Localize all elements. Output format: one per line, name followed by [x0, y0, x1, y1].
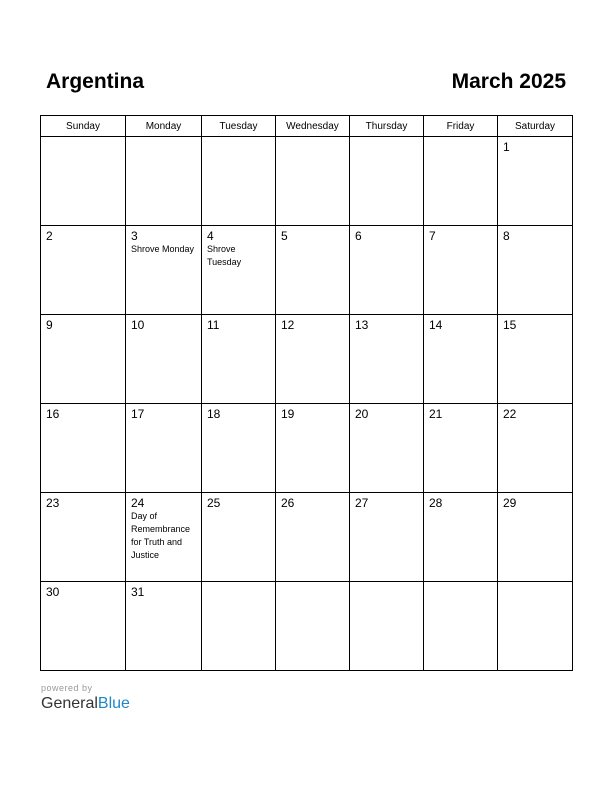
day-cell	[498, 493, 573, 582]
day-cell	[424, 493, 498, 582]
day-number: 16	[46, 407, 60, 421]
weekday-header: Wednesday	[276, 116, 350, 137]
day-cell	[276, 493, 350, 582]
day-cell	[41, 404, 126, 493]
day-number: 8	[503, 229, 510, 243]
weekday-header: Thursday	[350, 116, 424, 137]
day-number: 31	[131, 585, 145, 599]
day-cell	[126, 315, 202, 404]
day-cell	[350, 493, 424, 582]
day-number: 9	[46, 318, 53, 332]
day-cell	[498, 404, 573, 493]
day-cell	[498, 315, 573, 404]
day-cell	[350, 315, 424, 404]
day-cell	[424, 137, 498, 226]
day-number: 21	[429, 407, 443, 421]
weekday-header: Saturday	[498, 116, 573, 137]
week-row	[41, 137, 573, 226]
day-number: 18	[207, 407, 221, 421]
day-number: 26	[281, 496, 295, 510]
day-cell	[424, 582, 498, 671]
day-cell	[41, 315, 126, 404]
day-number: 5	[281, 229, 288, 243]
day-cell	[202, 582, 276, 671]
day-cell	[202, 493, 276, 582]
day-number: 19	[281, 407, 295, 421]
day-cell	[202, 137, 276, 226]
day-cell	[276, 226, 350, 315]
week-row	[41, 493, 573, 582]
day-cell	[424, 404, 498, 493]
day-cell	[202, 226, 276, 315]
weekday-header: Tuesday	[202, 116, 276, 137]
day-number: 23	[46, 496, 60, 510]
day-number: 11	[207, 318, 220, 332]
weekday-header: Sunday	[41, 116, 126, 137]
week-row	[41, 315, 573, 404]
day-number: 22	[503, 407, 517, 421]
week-row	[41, 226, 573, 315]
day-number: 14	[429, 318, 443, 332]
day-number: 2	[46, 229, 53, 243]
day-cell	[126, 137, 202, 226]
generalblue-logo	[41, 695, 130, 713]
day-number: 29	[503, 496, 517, 510]
day-number: 1	[503, 140, 510, 154]
day-cell	[350, 226, 424, 315]
weekday-header: Monday	[126, 116, 202, 137]
holiday-label: Shrove Monday	[131, 244, 195, 254]
day-cell	[276, 404, 350, 493]
day-number: 20	[355, 407, 369, 421]
logo-blue-text: Blue	[97, 695, 130, 712]
day-number: 7	[429, 229, 436, 243]
country-title: Argentina	[46, 70, 145, 93]
day-number: 4	[207, 229, 214, 243]
logo-general-text: General	[41, 695, 98, 712]
day-cell	[498, 137, 573, 226]
day-cell	[350, 582, 424, 671]
day-number: 25	[207, 496, 221, 510]
weekday-header-row	[41, 116, 573, 137]
day-cell	[41, 137, 126, 226]
day-cell	[424, 226, 498, 315]
day-number: 28	[429, 496, 443, 510]
day-cell	[350, 137, 424, 226]
powered-by-text: powered by	[41, 683, 93, 693]
day-cell	[126, 226, 202, 315]
day-cell	[202, 315, 276, 404]
day-cell	[276, 582, 350, 671]
holiday-label: Shrove Tuesday	[207, 244, 242, 267]
day-cell	[424, 315, 498, 404]
day-cell	[202, 404, 276, 493]
day-number: 17	[131, 407, 145, 421]
day-cell	[41, 493, 126, 582]
day-cell	[350, 404, 424, 493]
day-cell	[276, 137, 350, 226]
day-number: 12	[281, 318, 295, 332]
footer-branding	[41, 683, 130, 713]
holiday-label: Day of Remembrance for Truth and Justice	[131, 511, 191, 560]
day-cell	[41, 582, 126, 671]
day-number: 6	[355, 229, 362, 243]
day-cell	[498, 226, 573, 315]
day-number: 13	[355, 318, 369, 332]
day-number: 10	[131, 318, 145, 332]
day-number: 27	[355, 496, 369, 510]
week-row	[41, 404, 573, 493]
month-year-title: March 2025	[451, 70, 566, 93]
day-cell	[41, 226, 126, 315]
week-row	[41, 582, 573, 671]
day-number: 24	[131, 496, 145, 510]
calendar-grid	[40, 115, 573, 671]
day-cell	[276, 315, 350, 404]
day-number: 3	[131, 229, 138, 243]
day-cell	[126, 404, 202, 493]
weekday-header: Friday	[424, 116, 498, 137]
day-cell	[498, 582, 573, 671]
day-cell	[126, 582, 202, 671]
day-number: 30	[46, 585, 60, 599]
day-number: 15	[503, 318, 517, 332]
day-cell	[126, 493, 202, 582]
